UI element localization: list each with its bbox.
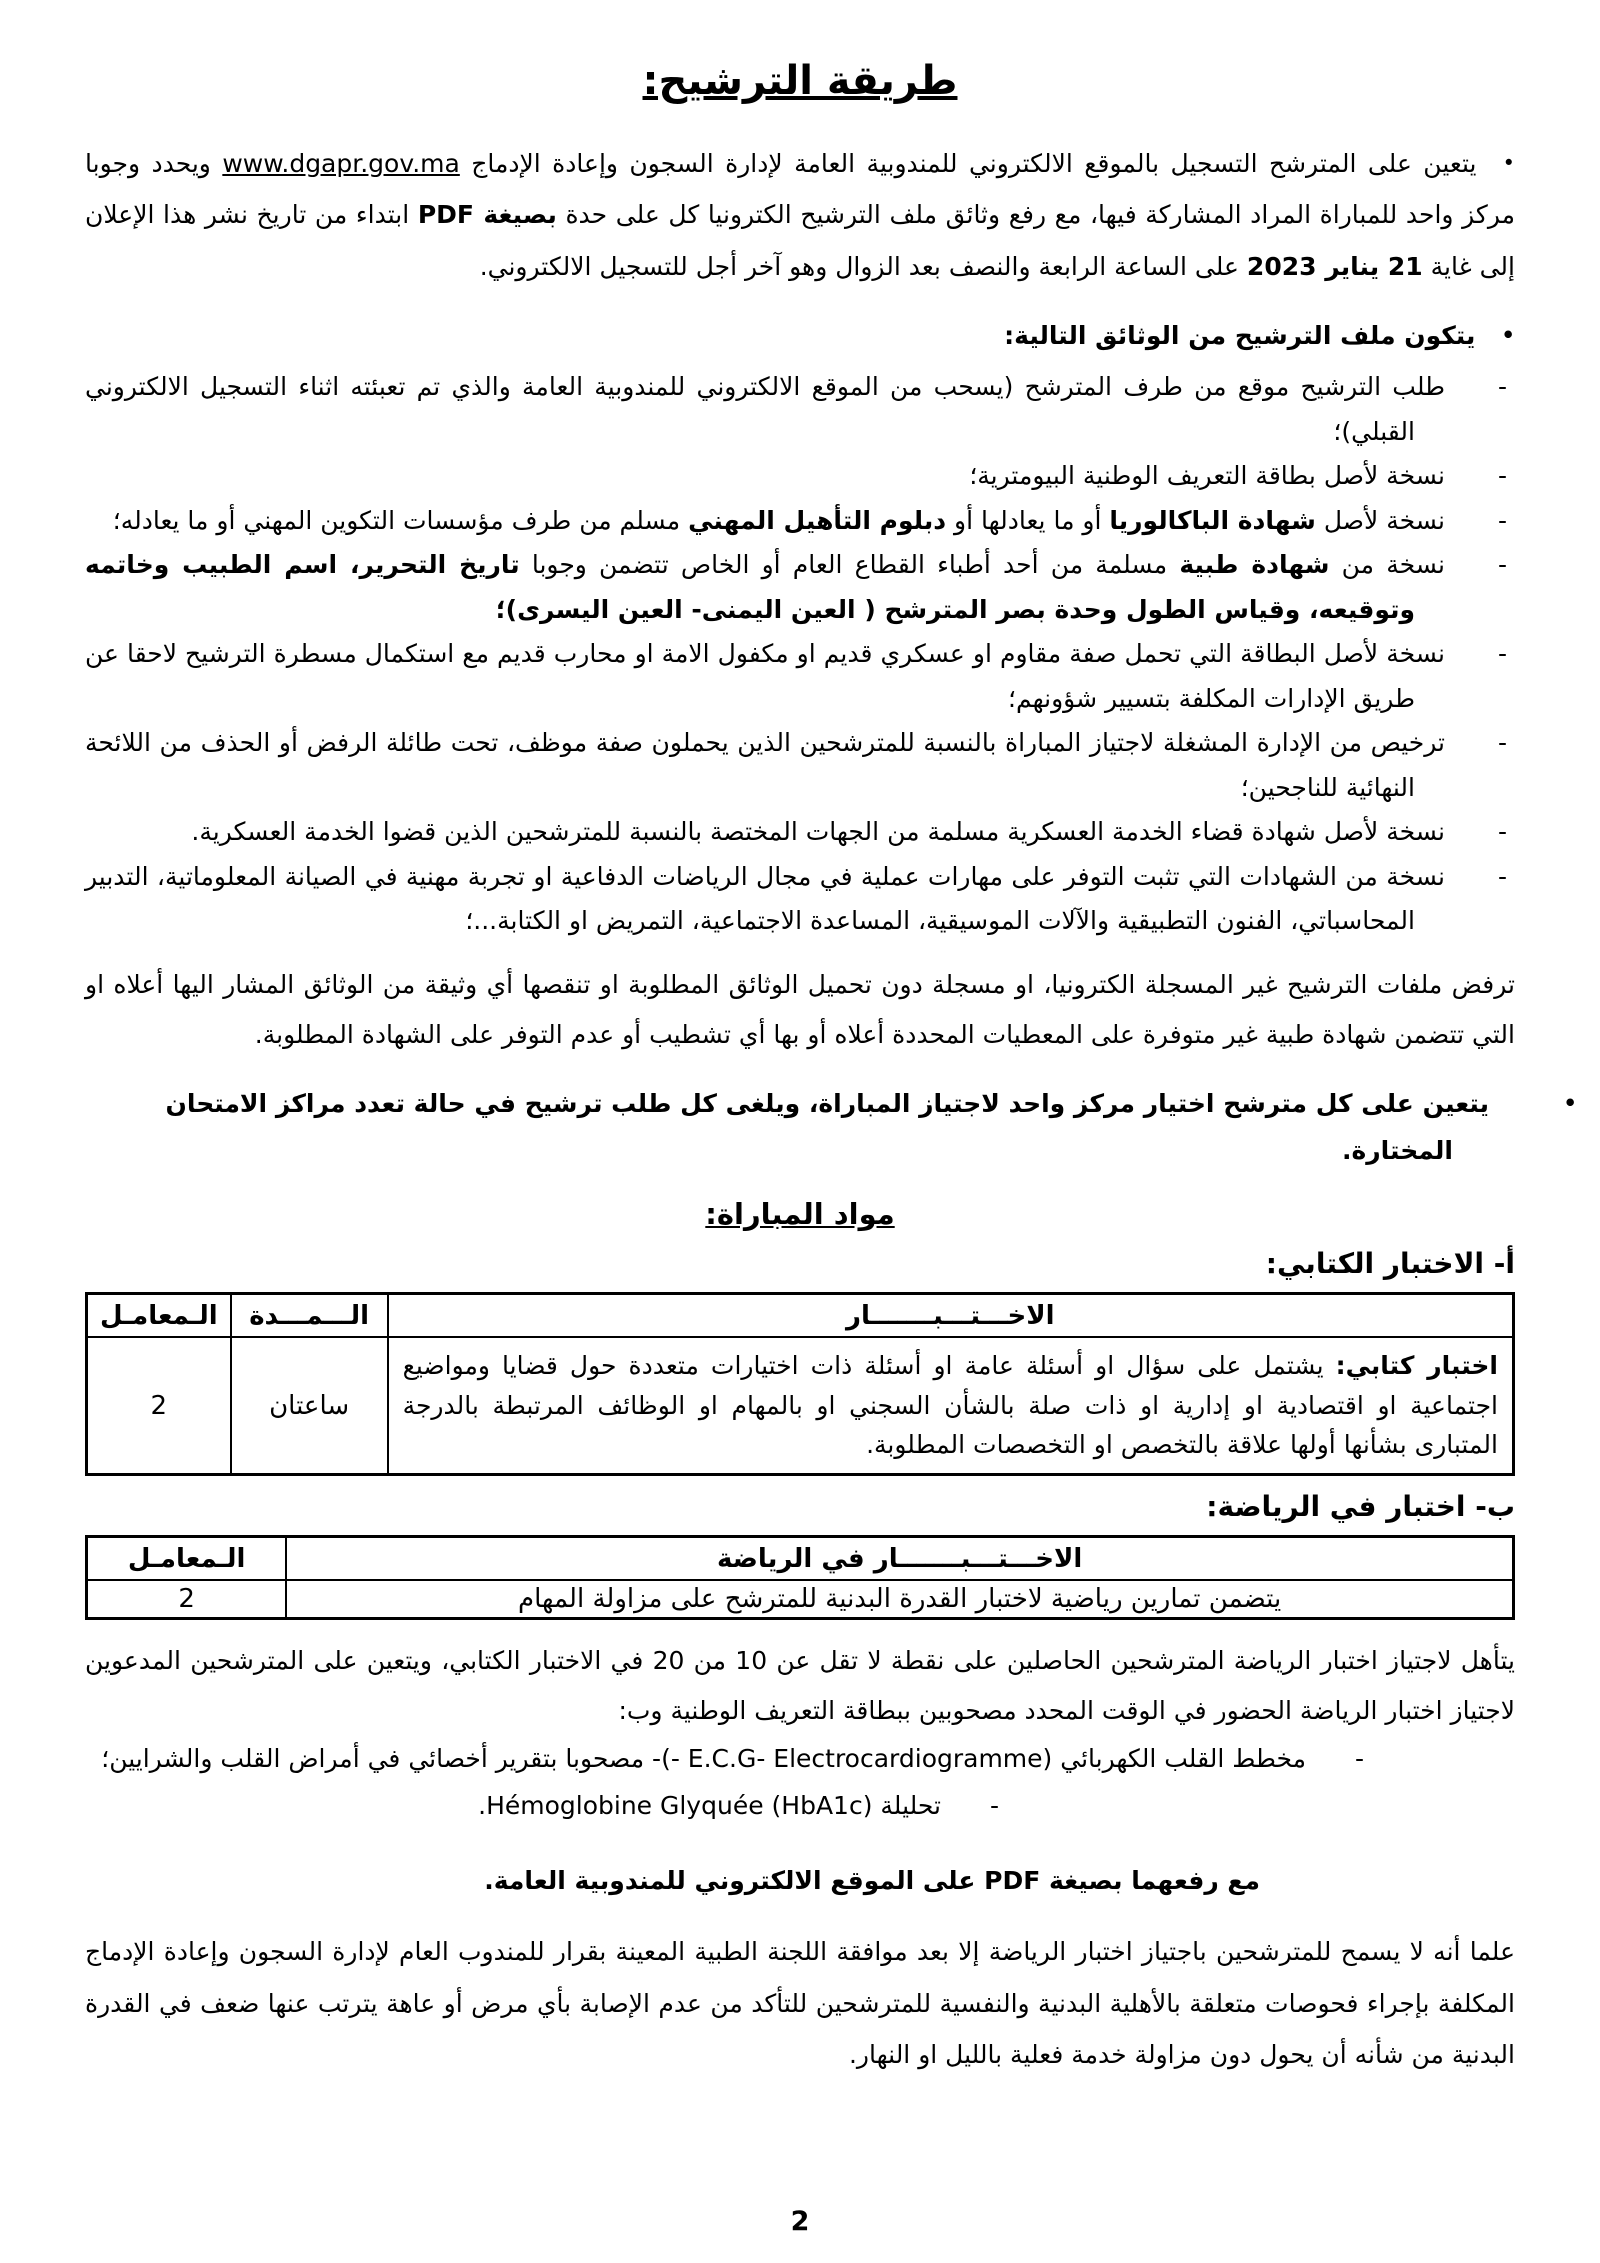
col-exam: الاخـــتـــبـــــــار xyxy=(388,1293,1514,1337)
written-exam-description: اختبار كتابي: يشتمل على سؤال او أسئلة عامة او أسئلة ذات اختيارات متعددة حول قضايا ومواضيع اجتماعية او اقتصادية او إدارية او ذات صلة بالشأن السجني او بالمهام او الوظائف المرتبطة بالدرجة المتبارى بشأنها أولها علاقة بالتخصص او التخصصات المطلوبة. xyxy=(388,1337,1514,1474)
dgapr-link[interactable]: www.dgapr.gov.ma xyxy=(222,149,460,178)
dash-icon: - xyxy=(1497,372,1507,402)
dash-icon: - xyxy=(1497,639,1507,669)
bullet-icon: • xyxy=(1502,151,1515,176)
intro-paragraph xyxy=(85,138,1515,292)
document-item: -نسخة من الشهادات التي تثبت التوفر على مهارات عملية في مجال الرياضات الدفاعية او تجربة مهنية في الصيانة المعلوماتية، التدبير المحاسباتي، الفنون التطبيقية والآلات الموسيقية، المساعدة الاجتماعية، التمريض او الكتابة...؛ xyxy=(85,855,1515,944)
page-title: طريقة الترشيح: xyxy=(642,58,958,104)
document-item: -نسخة من شهادة طبية مسلمة من أحد أطباء القطاع العام أو الخاص تتضمن وجوبا تاريخ التحرير، اسم الطبيب وخاتمه وتوقيعه، وقياس الطول وحدة بصر المترشح ( العين اليمنى- العين اليسرى)؛ xyxy=(85,543,1515,632)
rejection-note: ترفض ملفات الترشيح غير المسجلة الكترونيا، او مسجلة دون تحميل الوثائق المطلوبة او تنقصها أي وثيقة من الوثائق المشار اليها أعلاه او التي تتضمن شهادة طبية غير متوفرة على المعطيات المحددة أعلاه أو بها أي تشطيب أو عدم التوفر على الشهادة المطلوبة. xyxy=(85,969,1515,1049)
written-exam-coefficient: 2 xyxy=(87,1337,231,1474)
written-exam-duration: ساعتان xyxy=(231,1337,388,1474)
dash-icon: - xyxy=(1497,728,1507,758)
sports-exam-coefficient: 2 xyxy=(87,1580,287,1619)
col-coefficient: الـمعامـل xyxy=(87,1536,287,1580)
single-center-note: •يتعين على كل مترشح اختيار مركز واحد لاجتياز المباراة، ويلغى كل طلب ترشيح في حالة تعدد مراكز الامتحان المختارة. xyxy=(85,1080,1515,1175)
table-header-row xyxy=(87,1536,1514,1580)
intro-text: يتعين على المترشح التسجيل بالموقع الالكتروني للمندوبية العامة لإدارة السجون وإعادة الإدماج www.dgapr.gov.ma ويحدد وجوبا مركز واحد للمباراة المراد المشاركة فيها، مع رفع وثائق ملف الترشيح الكترونيا كل على حدة بصيغة PDF ابتداء من تاريخ نشر هذا الإعلان إلى غاية 21 يناير 2023 على الساعة الرابعة والنصف بعد الزوال وهو آخر أجل للتسجيل الالكتروني. xyxy=(85,149,1515,281)
exam-subjects-heading: مواد المباراة: xyxy=(705,1196,895,1231)
upload-note: مع رفعهما بصيغة PDF على الموقع الالكتروني للمندوبية العامة. xyxy=(484,1865,1260,1895)
dash-icon: - xyxy=(1354,1744,1364,1774)
dash-icon: - xyxy=(1497,505,1507,535)
requirement-item-hba1c: -تحليلة Hémoglobine Glyquée (HbA1c). xyxy=(85,1783,1515,1829)
col-sports-exam: الاخـــتـــبـــــــار في الرياضة xyxy=(286,1536,1513,1580)
document-item: -نسخة لأصل شهادة قضاء الخدمة العسكرية مسلمة من الجهات المختصة بالنسبة للمترشحين الذين قضوا الخدمة العسكرية. xyxy=(85,810,1515,855)
dash-icon: - xyxy=(1497,817,1507,847)
dash-icon: - xyxy=(989,1790,999,1820)
page-number: 2 xyxy=(790,2206,810,2237)
dash-icon: - xyxy=(1497,861,1507,891)
table-header-row xyxy=(87,1293,1514,1337)
table-row xyxy=(87,1337,1514,1474)
medical-committee-note: علما أنه لا يسمح للمترشحين باجتياز اختبار الرياضة إلا بعد موافقة اللجنة الطبية المعينة بقرار للمندوب العام لإدارة السجون وإعادة الإدماج المكلفة بإجراء فحوصات متعلقة بالأهلية البدنية والنفسية للمترشحين للتأكد من عدم الإصابة بأي مرض أو عاهة يترتب عنها ضعف في القدرة البدنية من شأنه أن يحول دون مزاولة خدمة فعلية بالليل او النهار. xyxy=(85,1937,1515,2069)
col-duration: الـــمـــدة xyxy=(231,1293,388,1337)
documents-heading: •يتكون ملف الترشيح من الوثائق التالية: xyxy=(85,312,1515,360)
table-row xyxy=(87,1580,1514,1619)
dash-icon: - xyxy=(1497,550,1508,580)
bullet-icon: • xyxy=(1501,322,1515,348)
document-item: -نسخة لأصل البطاقة التي تحمل صفة مقاوم او عسكري قديم او مكفول الامة او محارب قديم مع استكمال مسطرة الترشيح لاحقا عن طريق الإدارات المكلفة بتسيير شؤونهم؛ xyxy=(85,632,1515,721)
bullet-icon: • xyxy=(1563,1090,1577,1116)
document-item: -نسخة لأصل بطاقة التعريف الوطنية البيومترية؛ xyxy=(85,454,1515,499)
written-test-heading: أ- الاختبار الكتابي: xyxy=(1265,1246,1515,1280)
sports-exam-description: يتضمن تمارين رياضية لاختبار القدرة البدنية للمترشح على مزاولة المهام xyxy=(286,1580,1513,1619)
written-test-table xyxy=(85,1292,1515,1476)
qualification-note: يتأهل لاجتياز اختبار الرياضة المترشحين الحاصلين على نقطة لا تقل عن 10 من 20 في الاختبار الكتابي، ويتعين على المترشحين المدعوين لاجتياز اختبار الرياضة الحضور في الوقت المحدد مصحوبين ببطاقة التعريف الوطنية وب: xyxy=(85,1646,1515,1726)
col-coefficient: الـمعامـل xyxy=(87,1293,231,1337)
document-item: -نسخة لأصل شهادة الباكالوريا أو ما يعادلها أو دبلوم التأهيل المهني مسلم من طرف مؤسسات التكوين المهني أو ما يعادله؛ xyxy=(85,499,1515,544)
sports-requirements-list xyxy=(85,1736,1515,1829)
documents-list xyxy=(85,365,1515,944)
dash-icon: - xyxy=(1497,461,1507,491)
requirement-item-ecg: -مخطط القلب الكهربائي (E.C.G- Electrocardiogramme -)- مصحوبا بتقرير أخصائي في أمراض القلب والشرايين؛ xyxy=(85,1736,1515,1782)
document-item: -طلب الترشيح موقع من طرف المترشح (يسحب من الموقع الالكتروني للمندوبية العامة والذي تم تعبئته اثناء التسجيل الالكتروني القبلي)؛ xyxy=(85,365,1515,454)
sports-test-table xyxy=(85,1535,1515,1621)
document-item: -ترخيص من الإدارة المشغلة لاجتياز المباراة بالنسبة للمترشحين الذين يحملون صفة موظف، تحت طائلة الرفض أو الحذف من اللائحة النهائية للناجحين؛ xyxy=(85,721,1515,810)
sports-test-heading: ب- اختبار في الرياضة: xyxy=(1206,1489,1515,1523)
